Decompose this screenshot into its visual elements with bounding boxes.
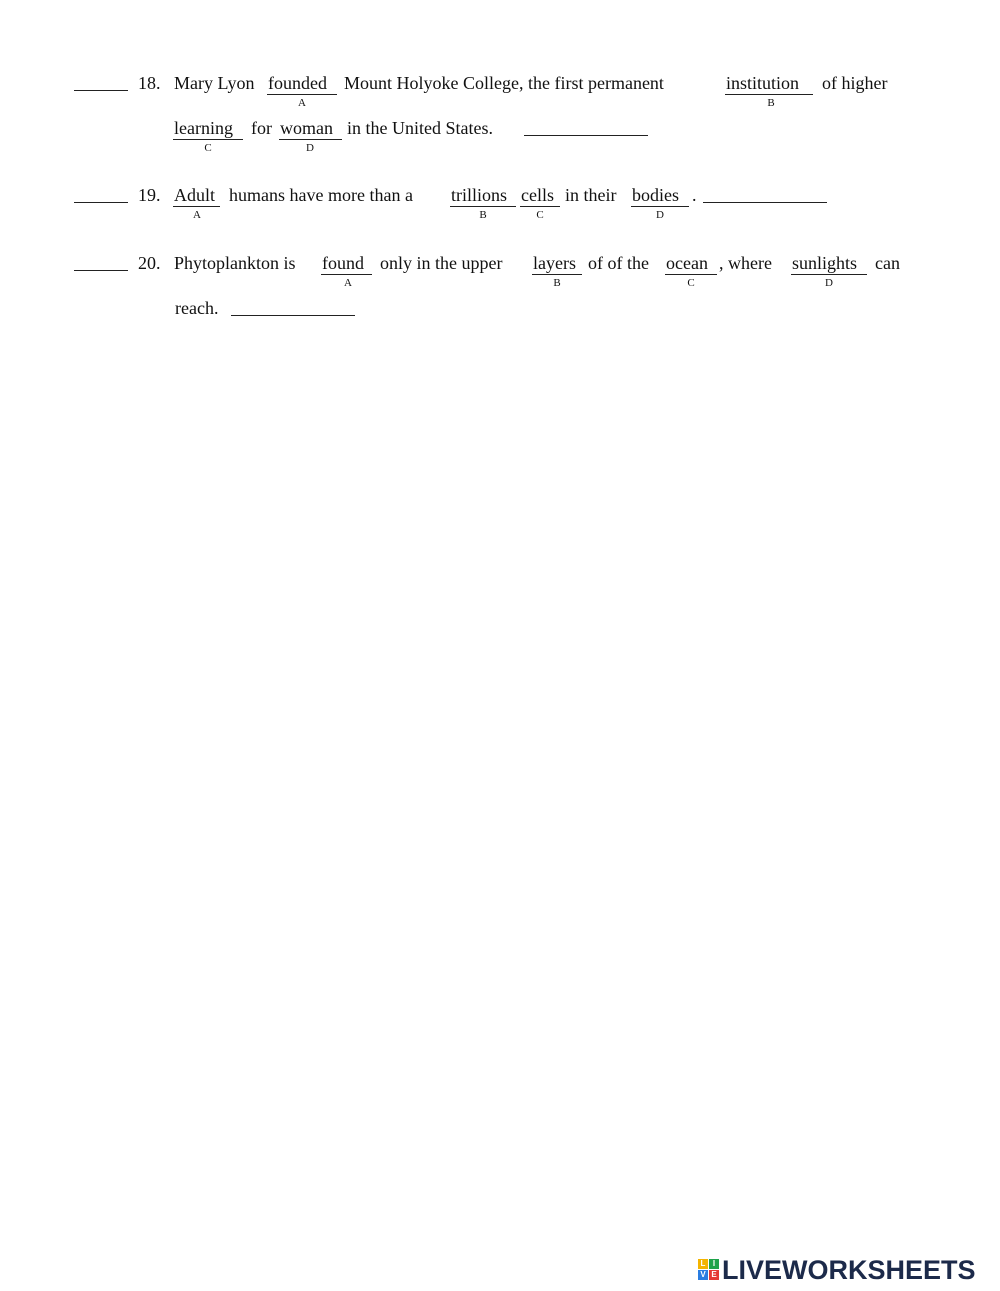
answer-blank-18[interactable] xyxy=(74,90,128,91)
q20-underline-b xyxy=(532,274,582,275)
q19-underline-b xyxy=(450,206,516,207)
question-number-19: 19. xyxy=(138,185,161,205)
logo-square-l: L xyxy=(698,1259,708,1269)
q19-label-c: C xyxy=(536,209,544,221)
q20-option-b: layers xyxy=(533,253,576,273)
q18-text-pre: Mary Lyon xyxy=(174,73,255,93)
q19-option-b: trillions xyxy=(451,185,508,205)
q18-option-a: founded xyxy=(268,73,327,93)
q20-option-a: found xyxy=(322,253,364,273)
answer-blank-19[interactable] xyxy=(74,202,128,203)
q19-label-d: D xyxy=(656,209,664,221)
q20-text-post2: reach. xyxy=(175,298,219,318)
q20-label-a: A xyxy=(344,277,352,289)
q20-option-c: ocean xyxy=(666,253,708,273)
q19-text-post: . xyxy=(692,185,697,205)
q18-text-mid1: Mount Holyoke College, the first permanent xyxy=(344,73,664,93)
q18-option-b: institution xyxy=(726,73,800,93)
q20-label-b: B xyxy=(553,277,561,289)
logo-squares-icon xyxy=(698,1259,720,1281)
q18-option-d: woman xyxy=(280,118,333,138)
q20-label-c: C xyxy=(687,277,695,289)
q19-underline-c xyxy=(520,206,560,207)
question-number-18: 18. xyxy=(138,73,161,93)
liveworksheets-logo xyxy=(698,1255,994,1285)
q18-underline-a xyxy=(267,94,337,95)
q19-text-mid1: humans have more than a xyxy=(229,185,413,205)
q18-label-d: D xyxy=(306,142,314,154)
q20-text-mid2: of of the xyxy=(588,253,649,273)
q19-label-a: A xyxy=(193,209,201,221)
q18-text-post2: in the United States. xyxy=(347,118,493,138)
question-number-20: 20. xyxy=(138,253,161,273)
q20-text-post: can xyxy=(875,253,900,273)
q20-text-pre: Phytoplankton is xyxy=(174,253,296,273)
q18-label-c: C xyxy=(204,142,212,154)
q18-underline-c xyxy=(173,139,243,140)
q20-label-d: D xyxy=(825,277,833,289)
q18-underline-b xyxy=(725,94,813,95)
q20-underline-d xyxy=(791,274,867,275)
q18-option-c: learning xyxy=(174,118,233,138)
q20-underline-a xyxy=(321,274,372,275)
q19-underline-d xyxy=(631,206,689,207)
q18-text-post: of higher xyxy=(822,73,888,93)
q18-label-b: B xyxy=(767,97,775,109)
answer-blank-20[interactable] xyxy=(74,270,128,271)
q20-text-mid1: only in the upper xyxy=(380,253,503,273)
q20-option-d: sunlights xyxy=(792,253,858,273)
logo-text: LIVEWORKSHEETS xyxy=(722,1255,976,1285)
logo-square-v: V xyxy=(698,1270,708,1280)
q19-underline-a xyxy=(173,206,220,207)
q19-option-a: Adult xyxy=(174,185,216,205)
q18-text-mid2: for xyxy=(251,118,272,138)
logo-square-i: I xyxy=(709,1259,719,1269)
q19-option-c: cells xyxy=(521,185,554,205)
q20-text-mid3: , where xyxy=(719,253,772,273)
correction-blank-18[interactable] xyxy=(524,135,648,136)
q19-option-d: bodies xyxy=(632,185,679,205)
correction-blank-19[interactable] xyxy=(703,202,827,203)
q18-underline-d xyxy=(279,139,342,140)
q20-underline-c xyxy=(665,274,717,275)
logo-square-e: E xyxy=(709,1270,719,1280)
correction-blank-20[interactable] xyxy=(231,315,355,316)
q19-text-mid2: in their xyxy=(565,185,617,205)
q19-label-b: B xyxy=(479,209,487,221)
q18-label-a: A xyxy=(298,97,306,109)
